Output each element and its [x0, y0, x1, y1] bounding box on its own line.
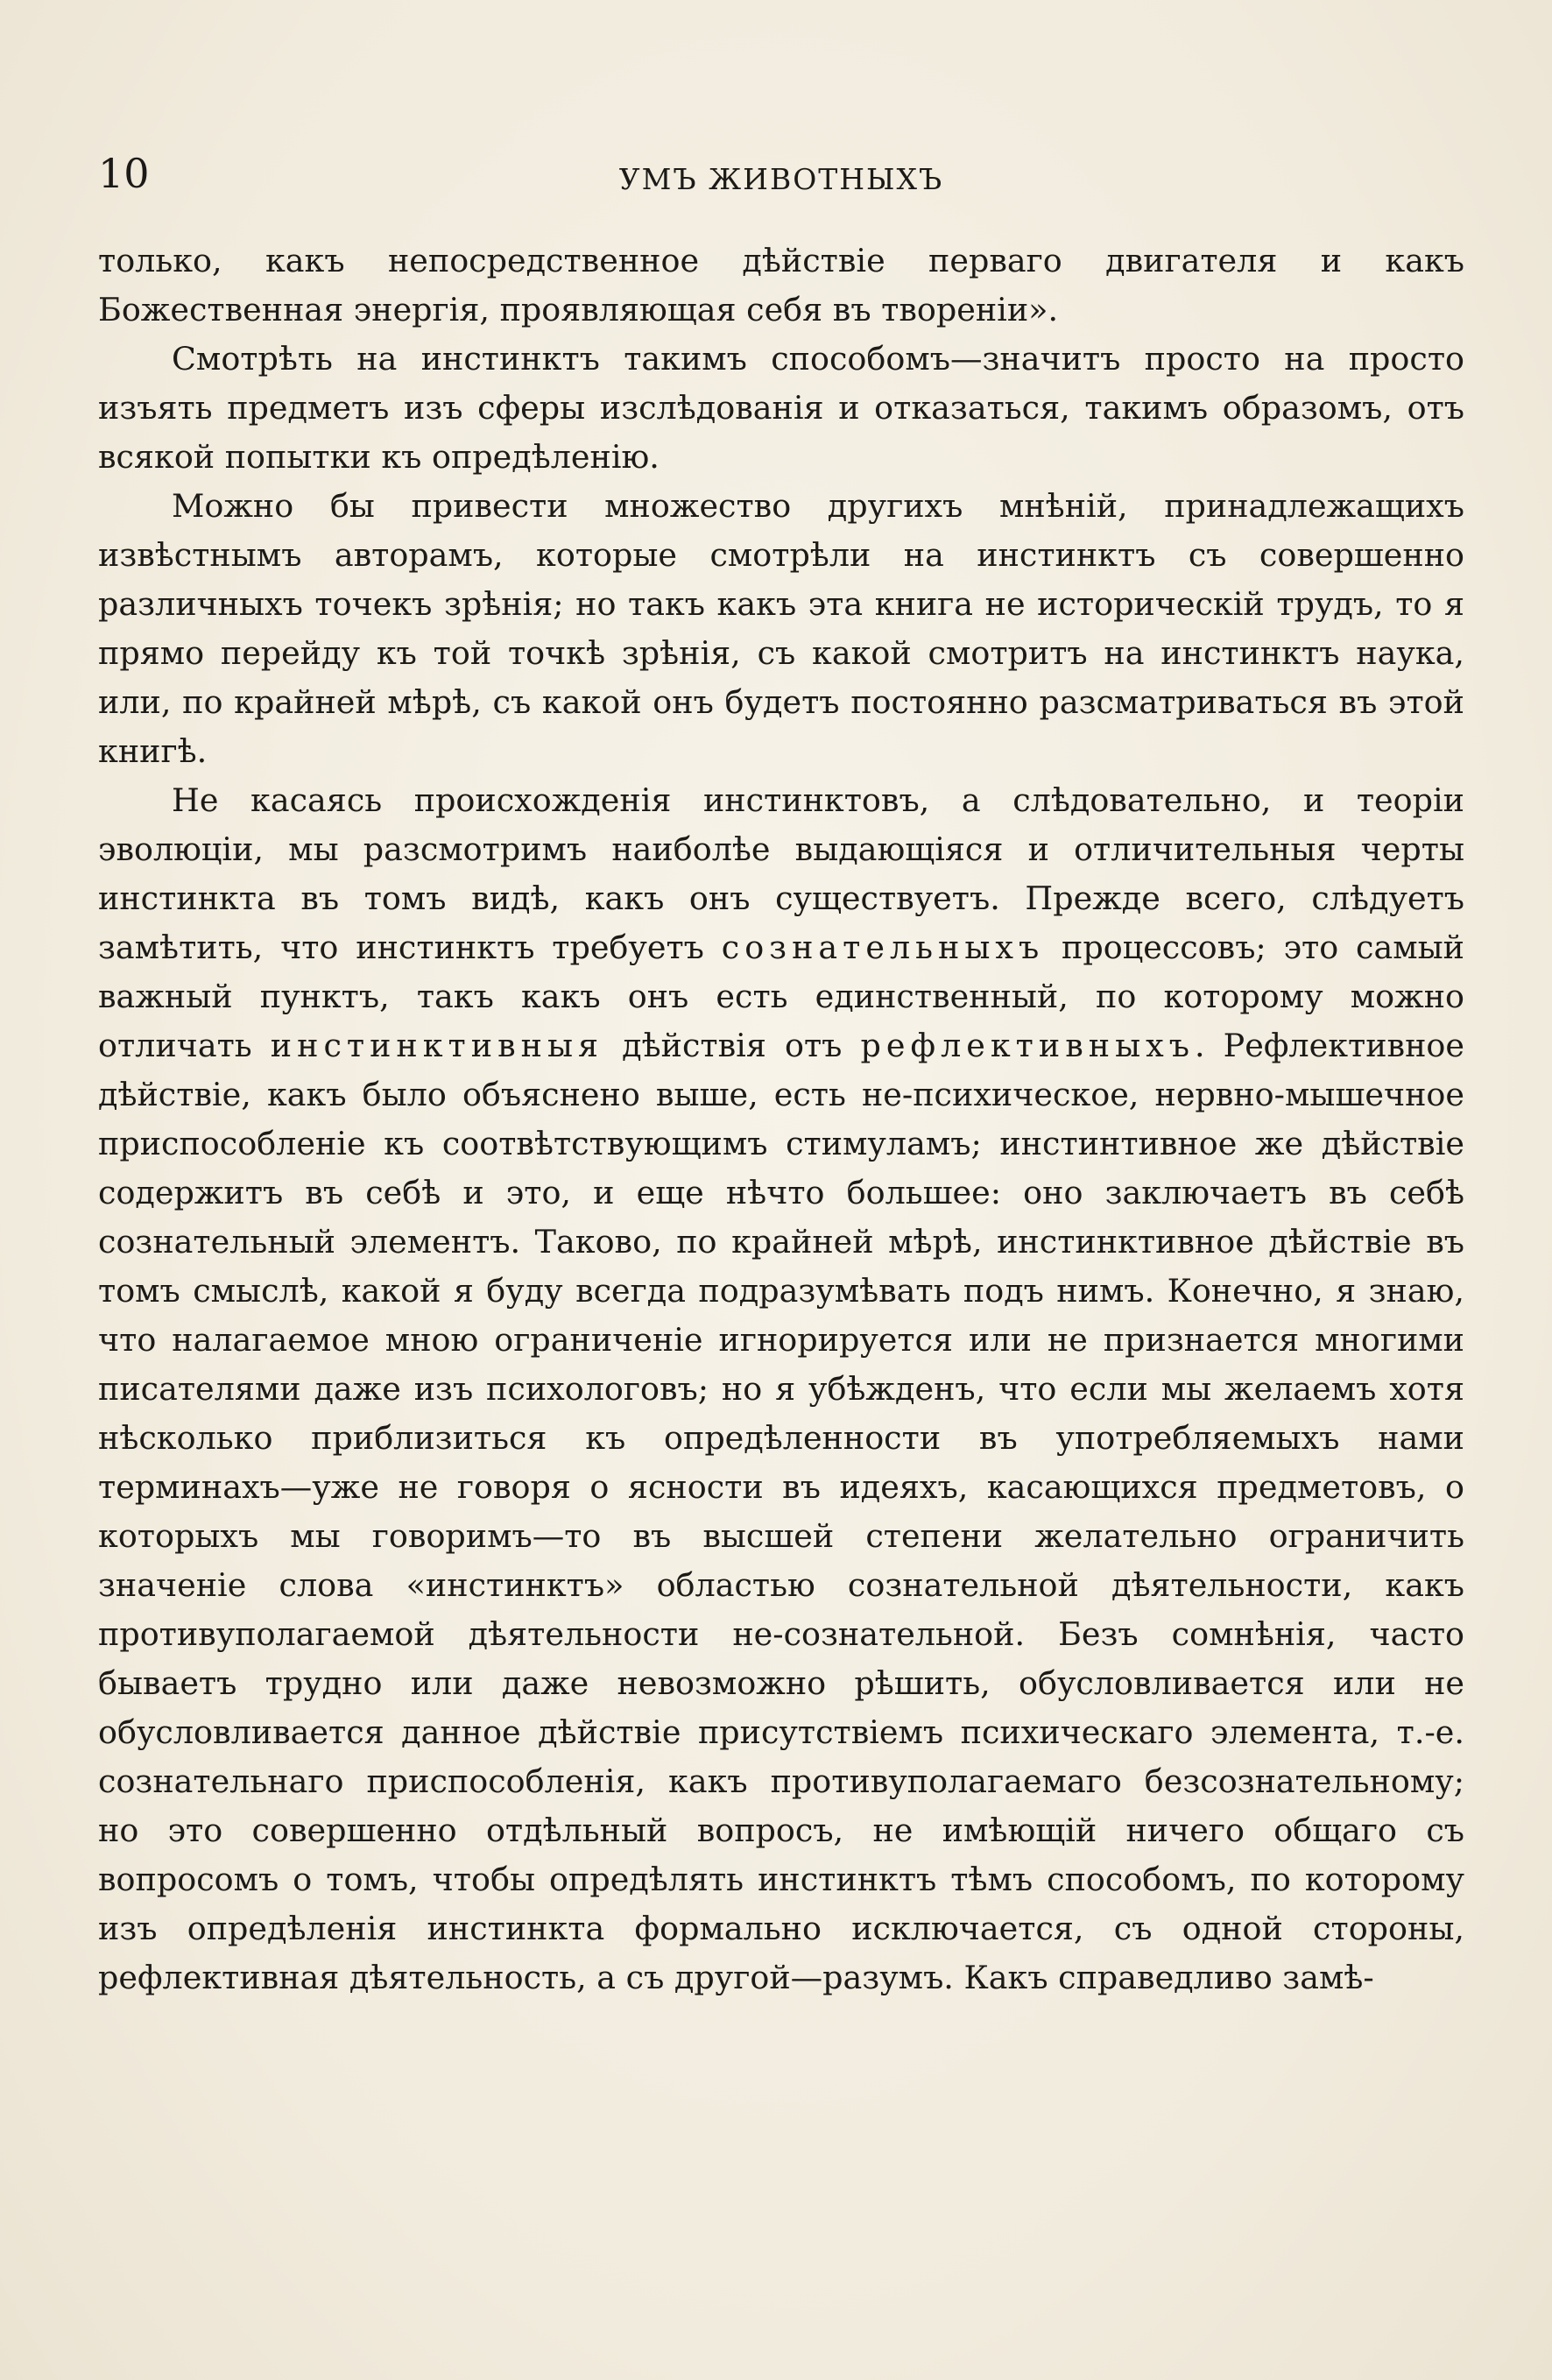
emphasis-conscious: сознательныхъ [721, 929, 1045, 966]
paragraph-3: Можно бы привести множество другихъ мнѣній, принадлежащихъ извѣстнымъ авторамъ, которые смотрѣли на инстинктъ съ совершенно различныхъ точекъ зрѣнія; но такъ какъ эта книга не историческій трудъ, то я прямо перейду къ той точкѣ зрѣнія, съ какой смотритъ на инстинктъ наука, или, по крайней мѣрѣ, съ какой онъ будетъ постоянно разсматриваться въ этой книгѣ. [98, 487, 1464, 770]
paragraph-4 [98, 776, 1464, 2002]
paragraph-2: Смотрѣть на инстинктъ такимъ способомъ—значитъ просто на просто изъять предметъ изъ сферы изслѣдованія и отказаться, такимъ образомъ, отъ всякой попытки къ опредѣленію. [98, 340, 1464, 476]
paragraph-4-text: дѣйствія отъ [603, 1027, 861, 1064]
body-text [98, 237, 1464, 2002]
page-number: 10 [98, 150, 150, 197]
emphasis-instinctive: инстинктивныя [270, 1027, 604, 1064]
paragraph-continuation: только, какъ непосредственное дѣйствіе перваго двигателя и какъ Божественная энергія, проявляющая себя въ твореніи». [98, 242, 1464, 328]
running-title: УМЪ ЖИВОТНЫХЪ [618, 162, 944, 196]
paragraph-4-text: Не касаясь происхожденія инстинктовъ, а слѣдовательно, и теоріи эволюціи, мы разсмотримъ наиболѣе выдающіяся и отличительныя черты инстинкта въ томъ видѣ, какъ онъ существуетъ. Прежде всего, слѣдуетъ замѣтить, что инстинктъ требуетъ [98, 781, 1464, 966]
paragraph-4-text: процессовъ; это самый важный пунктъ, такъ какъ онъ есть единственный, по которому можно отличать [98, 929, 1464, 1064]
page-header [98, 147, 1464, 208]
paragraph-4-text: . Рефлективное дѣйствіе, какъ было объяснено выше, есть не-психическое, нервно-мышечное приспособленіе къ соотвѣтствующимъ стимуламъ; инстинтивное же дѣйствіе содержитъ въ себѣ и это, и еще нѣчто большее: оно заключаетъ въ себѣ сознательный элементъ. Таково, по крайней мѣрѣ, инстинктивное дѣйствіе въ томъ смыслѣ, какой я буду всегда подразумѣвать подъ нимъ. Конечно, я знаю, что налагаемое мною ограниченіе игнорируется или не признается многими писателями даже изъ психологовъ; но я убѣжденъ, что если мы желаемъ хотя нѣсколько приблизиться къ опредѣленности въ употребляемыхъ нами терминахъ—уже не говоря о ясности въ идеяхъ, касающихся предметовъ, о которыхъ мы говоримъ—то въ высшей степени желательно ограничить значеніе слова «инстинктъ» областью сознательной дѣятельности, какъ противуполагаемой дѣятельности не-сознательной. Безъ сомнѣнія, часто бываетъ трудно или даже невозможно рѣшить, обусловливается или не обусловливается данное дѣйствіе присутствіемъ психическаго элемента, т.-е. сознательнаго приспособленія, какъ противуполагаемаго безсознательному; но это совершенно отдѣльный вопросъ, не имѣющій ничего общаго съ вопросомъ о томъ, чтобы опредѣлять инстинктъ тѣмъ способомъ, по которому изъ опредѣленія инстинкта формально исключается, съ одной стороны, рефлективная дѣятельность, а съ другой—разумъ. Какъ справедливо замѣ- [98, 1027, 1464, 1996]
emphasis-reflective: рефлективныхъ [860, 1027, 1195, 1064]
